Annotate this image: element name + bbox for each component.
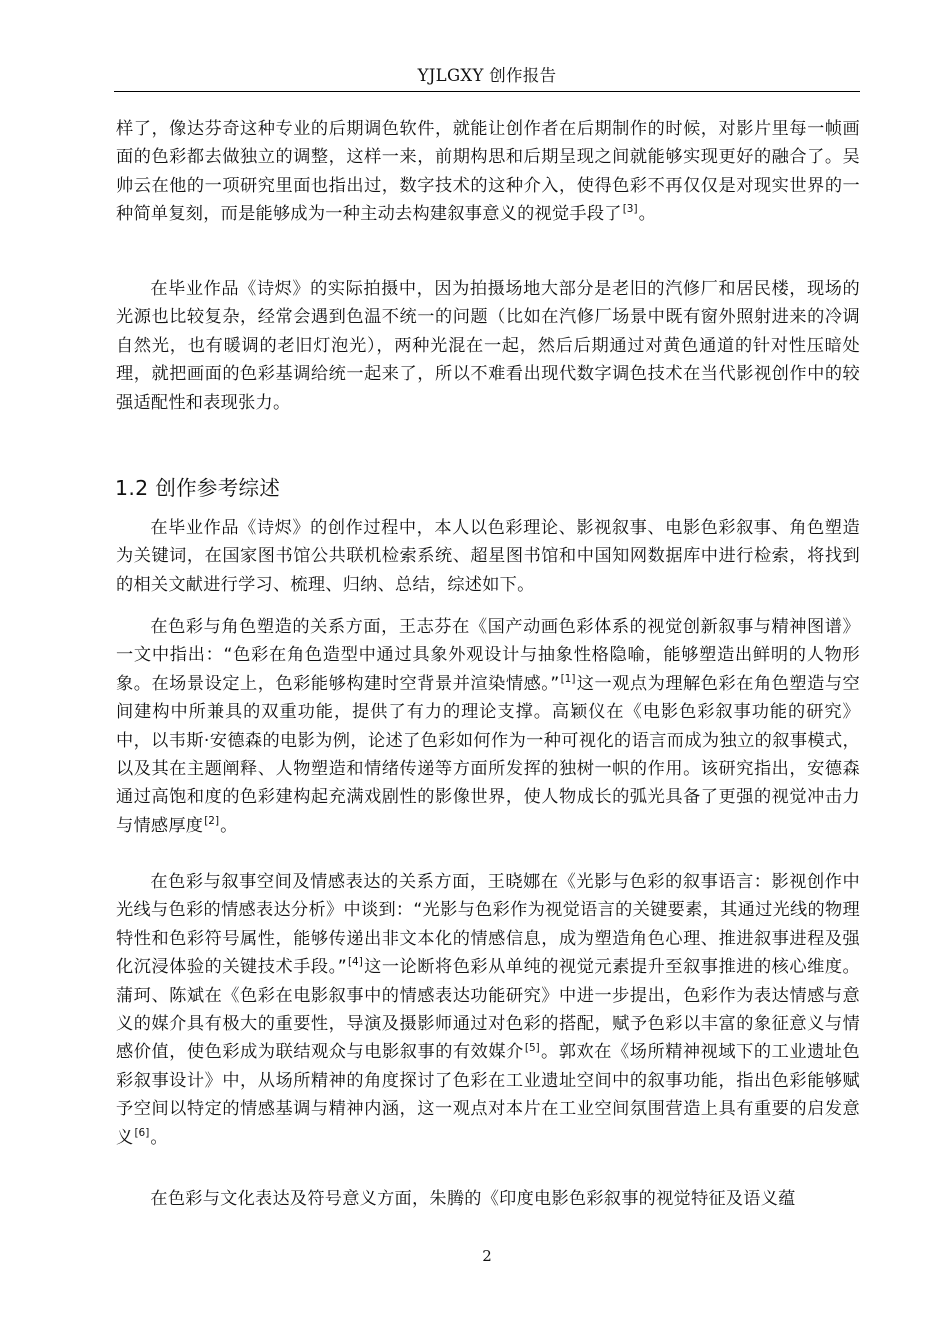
section-heading: 1.2 创作参考综述 (115, 476, 281, 500)
paragraph-end-punct: 。 (638, 204, 656, 225)
citation-marker: [3] (622, 203, 638, 216)
page-header: YJLGXY 创作报告 (417, 66, 557, 85)
header-divider (114, 91, 860, 92)
paragraph-text: 在色彩与叙事空间及情感表达的关系方面，王晓娜在《光影与色彩的叙事语言：影视创作中光线与色彩的情感表达分析》中谈到：“光影与色彩作为视觉语言的关键要素，其通过光线的物理特性和色彩符号属性，能够传递出非文本化的情感信息，成为塑造角色心理、推进叙事进程及强化沉浸体验的关键技术手段。” (116, 872, 860, 978)
paragraph-color-narrative-space (116, 868, 860, 1182)
paragraph-text: 在毕业作品《诗烬》的实际拍摄中，因为拍摄场地大部分是老旧的汽修厂和居民楼，现场的光源也比较复杂，经常会遇到色温不统一的问题（比如在汽修厂场景中既有窗外照射进来的冷调自然光，也有暖调的老旧灯泡光），两种光混在一起，然后后期通过对黄色通道的针对性压暗处理，就把画面的色彩基调给统一起来了，所以不难看出现代数字调色技术在当代影视创作中的较强适配性和表现张力。 (116, 279, 860, 413)
citation-marker: [1] (560, 673, 576, 686)
paragraph-review-intro (116, 514, 860, 600)
paragraph-end-punct: 。 (220, 815, 238, 836)
paragraph-color-character (116, 613, 860, 869)
paragraph-text: 。郭欢在《场所精神视域下的工业遗址色彩叙事设计》中，从场所精神的角度探讨了色彩在工业遗址空间中的叙事功能，指出色彩能够赋予空间以特定的情感基调与精神内涵，这一观点对本片在工业空间氛围营造上具有重要的启发意义 (116, 1042, 860, 1148)
paragraph-text: 这一观点为理解色彩在角色塑造与空间建构中所兼具的双重功能，提供了有力的理论支撑。高颖仪在《电影色彩叙事功能的研究》中，以韦斯·安德森的电影为例，论述了色彩如何作为一种可视化的语言而成为独立的叙事模式，以及其在主题阐释、人物塑造和情绪传递等方面所发挥的独树一帜的作用。该研究指出，安德森通过高饱和度的色彩建构起充满戏剧性的影像世界，使人物成长的弧光具备了更强的视觉冲击力与情感厚度 (116, 673, 860, 836)
paragraph-continued (116, 115, 860, 257)
paragraph-text: 在色彩与角色塑造的关系方面，王志芬在《国产动画色彩体系的视觉创新叙事与精神图谱》一文中指出：“色彩在角色造型中通过具象外观设计与抽象性格隐喻，能够塑造出鲜明的人物形象。在场景设定上，色彩能够构建时空背景并渲染情感。” (116, 617, 860, 694)
paragraph-text: 在色彩与文化表达及符号意义方面，朱腾的《印度电影色彩叙事的视觉特征及语义蕴 (150, 1189, 796, 1209)
paragraph-text: 在毕业作品《诗烬》的创作过程中，本人以色彩理论、影视叙事、电影色彩叙事、角色塑造为关键词，在国家图书馆公共联机检索系统、超星图书馆和中国知网数据库中进行检索，将找到的相关文献进行学习、梳理、归纳、总结，综述如下。 (116, 518, 860, 595)
citation-marker: [2] (204, 815, 220, 828)
paragraph-text: 样了，像达芬奇这种专业的后期调色软件，就能让创作者在后期制作的时候，对影片里每一帧画面的色彩都去做独立的调整，这样一来，前期构思和后期呈现之间就能够实现更好的融合了。吴帅云在他的一项研究里面也指出过，数字技术的这种介入，使得色彩不再仅仅是对现实世界的一种简单复刻，而是能够成为一种主动去构建叙事意义的视觉手段了 (116, 119, 860, 225)
paragraph-color-culture (116, 1185, 860, 1215)
page-number: 2 (482, 1247, 492, 1265)
citation-marker: [5] (524, 1041, 540, 1054)
paragraph-text: 这一论断将色彩从单纯的视觉元素提升至叙事推进的核心维度。蒲珂、陈斌在《色彩在电影叙事中的情感表达功能研究》中进一步提出，色彩作为表达情感与意义的媒介具有极大的重要性，导演及摄影师通过对色彩的搭配，赋予色彩以丰富的象征意义与情感价值，使色彩成为联结观众与电影叙事的有效媒介 (116, 957, 860, 1063)
paragraph-end-punct: 。 (150, 1127, 168, 1148)
citation-marker: [6] (134, 1126, 150, 1139)
paragraph-shooting-practice (116, 275, 860, 417)
citation-marker: [4] (347, 956, 363, 969)
